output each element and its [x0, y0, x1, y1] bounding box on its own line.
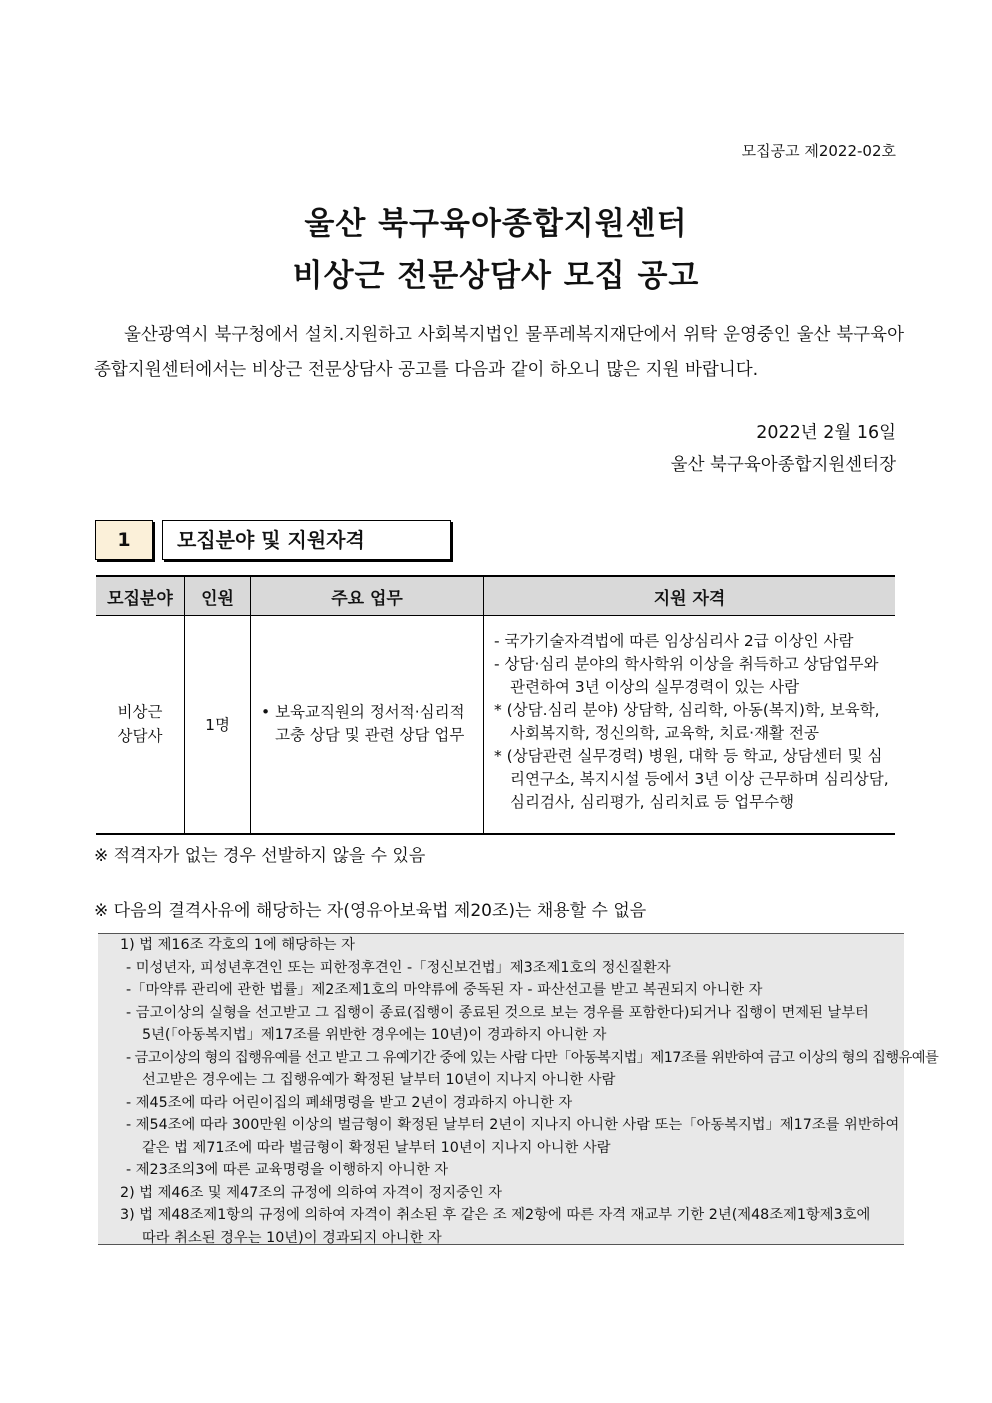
cell-field — [96, 616, 185, 834]
header-count: 인원 — [185, 576, 251, 616]
disq-line: 2) 법 제46조 및 제47조의 규정에 의하여 자격이 정지중인 자 — [120, 1184, 502, 1201]
qualification-item: - 국가기술자격법에 따른 임상심리사 2급 이상인 사람 — [494, 632, 854, 651]
announcement-date: 2022년 2월 16일 — [756, 423, 896, 443]
note-disqualification: ※ 다음의 결격사유에 해당하는 자(영유아보육법 제20조)는 채용할 수 없음 — [94, 901, 647, 921]
disq-line: - 제54조에 따라 300만원 이상의 벌금형이 확정된 날부터 2년이 지나지 아니한 사람 또는「아동복지법」제17조를 위반하여 — [126, 1117, 900, 1133]
disq-line: - 제45조에 따라 어린이집의 폐쇄명령을 받고 2년이 경과하지 아니한 자 — [126, 1094, 573, 1111]
cell-count: 1명 — [185, 616, 251, 834]
disq-line: 따라 취소된 경우는 10년)이 경과되지 아니한 자 — [142, 1229, 442, 1246]
header-qualification: 지원 자격 — [484, 576, 896, 616]
notice-number: 모집공고 제2022-02호 — [741, 142, 896, 160]
duty-text: • 보육교직원의 정서적‧심리적 고충 상담 및 관련 상담 업무 — [261, 703, 465, 745]
disq-line: - 금고이상의 형의 집행유예를 선고 받고 그 유예기간 중에 있는 사람 다만「아동복지법」제17조를 위반하여 금고 이상의 형의 집행유예를 — [126, 1049, 939, 1066]
cell-duty — [251, 616, 484, 834]
issuer: 울산 북구육아종합지원센터장 — [670, 455, 896, 475]
disq-line: 3) 법 제48조제1항의 규정에 의하여 자격이 취소된 후 같은 조 제2항에 따른 자격 재교부 기한 2년(제48조제1항제3호에 — [120, 1207, 871, 1223]
disq-line: - 제23조의3에 따른 교육명령을 이행하지 아니한 자 — [126, 1162, 449, 1178]
intro-paragraph: 울산광역시 북구청에서 설치.지원하고 사회복지법인 물푸레복지재단에서 위탁 운영중인 울산 북구육아종합지원센터에서는 비상근 전문상담사 공고를 다음과 같이 하오니 많은 지원 바랍니다. — [94, 325, 904, 380]
header-field: 모집분야 — [96, 576, 185, 616]
recruitment-table — [96, 575, 895, 835]
note-no-eligible: ※ 적격자가 없는 경우 선발하지 않을 수 있음 — [94, 846, 426, 866]
qualification-item: * (상담.심리 분야) 상담학, 심리학, 아동(복지)학, 보육학, 사회복지학, 정신의학, 교육학, 치료‧재활 전공 — [494, 701, 880, 743]
field-line-2: 상담사 — [117, 727, 163, 746]
cell-qualification — [484, 616, 896, 834]
disq-line: - 미성년자, 피성년후견인 또는 피한정후견인 -「정신보건법」제3조제1호의 정신질환자 — [126, 959, 671, 976]
disq-line: - 금고이상의 실형을 선고받고 그 집행이 종료(집행이 종료된 것으로 보는 경우를 포함한다)되거나 집행이 면제된 날부터 — [126, 1004, 869, 1021]
section-number: 1 — [95, 520, 153, 560]
header-duty: 주요 업무 — [251, 576, 484, 616]
field-line-1: 비상근 — [117, 703, 163, 722]
qualification-item: * (상담관련 실무경력) 병원, 대학 등 학교, 상담센터 및 심리연구소, 복지시설 등에서 3년 이상 근무하며 심리상담, 심리검사, 심리평가, 심리치료 등 업무수행 — [494, 747, 889, 812]
section-title: 모집분야 및 지원자격 — [162, 520, 451, 560]
table-header-row — [96, 576, 895, 616]
disq-line: 선고받은 경우에는 그 집행유예가 확정된 날부터 10년이 지나지 아니한 사람 — [142, 1072, 616, 1088]
disq-line: -「마약류 관리에 관한 법률」제2조제1호의 마약류에 중독된 자 - 파산선고를 받고 복권되지 아니한 자 — [126, 982, 763, 998]
title-line-1: 울산 북구육아종합지원센터 — [304, 206, 688, 242]
disq-line: 같은 법 제71조에 따라 벌금형이 확정된 날부터 10년이 지나지 아니한 사람 — [142, 1139, 611, 1156]
table-row — [96, 616, 895, 834]
disqualification-box — [98, 933, 939, 1246]
disq-line: 1) 법 제16조 각호의 1에 해당하는 자 — [120, 937, 355, 953]
qualification-item: - 상담‧심리 분야의 학사학위 이상을 취득하고 상담업무와 관련하여 3년 이상의 실무경력이 있는 사람 — [494, 655, 879, 697]
title-line-2: 비상근 전문상담사 모집 공고 — [292, 258, 700, 294]
disq-line: 5년(「아동복지법」제17조를 위반한 경우에는 10년)이 경과하지 아니한 자 — [142, 1027, 607, 1043]
